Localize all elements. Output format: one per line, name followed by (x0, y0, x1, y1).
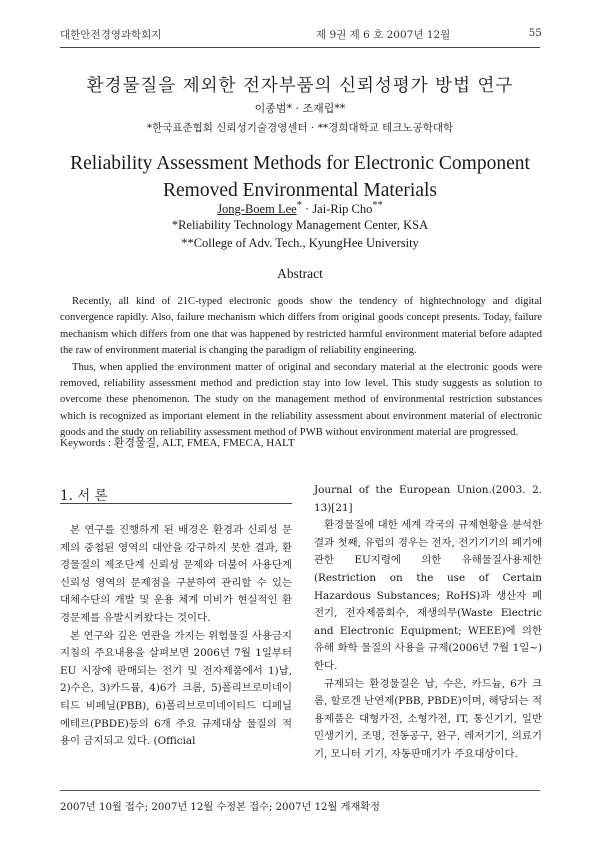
right-paragraph-2: 규제되는 환경물질은 납, 수은, 카드늄, 6가 크롬, 할로겐 난연제(PBB, PBDE)이며, 해당되는 적용제품은 대형가전, 소형가전, IT, 통신기기, 일반 민생기기, 조명, 전동공구, 완구, 레저기기, 의료기기, 모니터 기기, 자동판매기가 주요대상이다. (314, 677, 542, 760)
abstract-paragraph-1: Recently, all kind of 21C-typed electronic goods show the tendency of hightechnology and digital convergence rapidly. Also, failure mechanism which differs from original goods concept presents. Today, failure mechanism which differs from one that was happened by restricted harmful environment material before adapted the raw of environment material is changing the paradigm of reliability engineering. (60, 296, 542, 357)
author-separator: · (301, 202, 313, 217)
issue-info: 제 9권 제 6 호 2007년 12월 (316, 29, 451, 41)
author-2-mark: ** (372, 200, 383, 211)
header-rule (60, 47, 540, 48)
english-title-line2: Removed Environmental Materials (162, 180, 437, 201)
keywords: Keywords : 환경물질, ALT, FMEA, FMECA, HALT (60, 437, 295, 449)
section-heading: 1. 서 론 (60, 488, 108, 504)
korean-affiliation: *한국표준협회 신뢰성기술경영센터 · **경희대학교 테크노공학대학 (146, 122, 454, 134)
left-paragraph-2: 본 연구와 깊은 연관을 가지는 위험물질 사용금지 지침의 주요내용을 살펴보면 2006년 7월 1일부터 EU 시장에 판매되는 전기 및 전자제품에서 1)납, 2)수은, 3)카드뮴, 4)6가 크롬, 5)폴리브로미네이티드 비페닐(PBB), 6)폴리브로미네이티드 디페닐 에테르(PBDE)등의 6개 주요 규제대상 물질의 적용이 금지되고 있다. (Official (60, 629, 292, 748)
footnote-rule (60, 790, 540, 791)
author-1-mark: * (296, 200, 302, 211)
korean-title: 환경물질을 제외한 전자부품의 신뢰성평가 방법 연구 (86, 76, 514, 96)
english-authors (0, 200, 600, 217)
left-column (60, 522, 292, 751)
left-paragraph-1: 본 연구를 진행하게 된 배경은 환경과 신뢰성 문제의 중첩된 영역의 대안을 강구하지 못한 결과, 환경물질의 제조단계 신뢰성 문제와 더불어 사용단계 신뢰성 영역의 문제점을 구분하여 관리할 수 있는 대체수단의 개발 및 운용 체계 미비가 현실적인 환경문제를 유발시켜왔다는 것이다. (60, 524, 292, 624)
received-dates-footnote: 2007년 10월 접수; 2007년 12월 수정본 접수; 2007년 12월 게재확정 (60, 802, 380, 813)
english-author-1: Jong-Boem Lee (217, 202, 297, 217)
english-affiliation-1: *Reliability Technology Management Center, KSA (171, 218, 429, 232)
section-rule (60, 503, 292, 504)
right-paragraph-0: Journal of the European Union.(2003. 2. 13)[21] (314, 484, 542, 514)
english-author-2: Jai-Rip Cho (312, 202, 373, 217)
page-number: 55 (528, 27, 542, 39)
abstract-heading: Abstract (277, 266, 323, 281)
english-title-line1: Reliability Assessment Methods for Electronic Component (70, 153, 530, 174)
abstract-paragraph-2: Thus, when applied the environment matter of original and secondary material at the electronic goods were removed, reliability assessment method and prediction stay into low level. This study suggests as solution to overcome these phenomenon. The study on the management method of environmental restriction substances which is recognized as important element in the reliability assessment about environment material of electronic goods and the study on reliability assessment method of PWB without environment material are progressed. (60, 361, 542, 439)
korean-authors: 이종범* · 조재립** (254, 102, 346, 115)
english-affiliation-2: **College of Adv. Tech., KyungHee University (181, 236, 419, 250)
journal-name: 대한안전경영과학회지 (60, 29, 162, 41)
abstract-body (60, 294, 542, 442)
right-column (314, 482, 542, 764)
right-paragraph-1: 환경물질에 대한 세계 각국의 규제현황을 분석한 결과 첫째, 유럽의 경우는 전자, 전기기기의 폐기에 관한 EU지령에 의한 유해물질사용제한(Restriction on the use of Certain Hazardous Substances; RoHS)과 생산자 폐전기, 전자제품회수, 재생의무(Waste Electric and Electronic Equipment; WEEE)에 의한 유해 화학 물질의 사용을 규제(2006년 7월 1일~)한다. (314, 519, 542, 672)
